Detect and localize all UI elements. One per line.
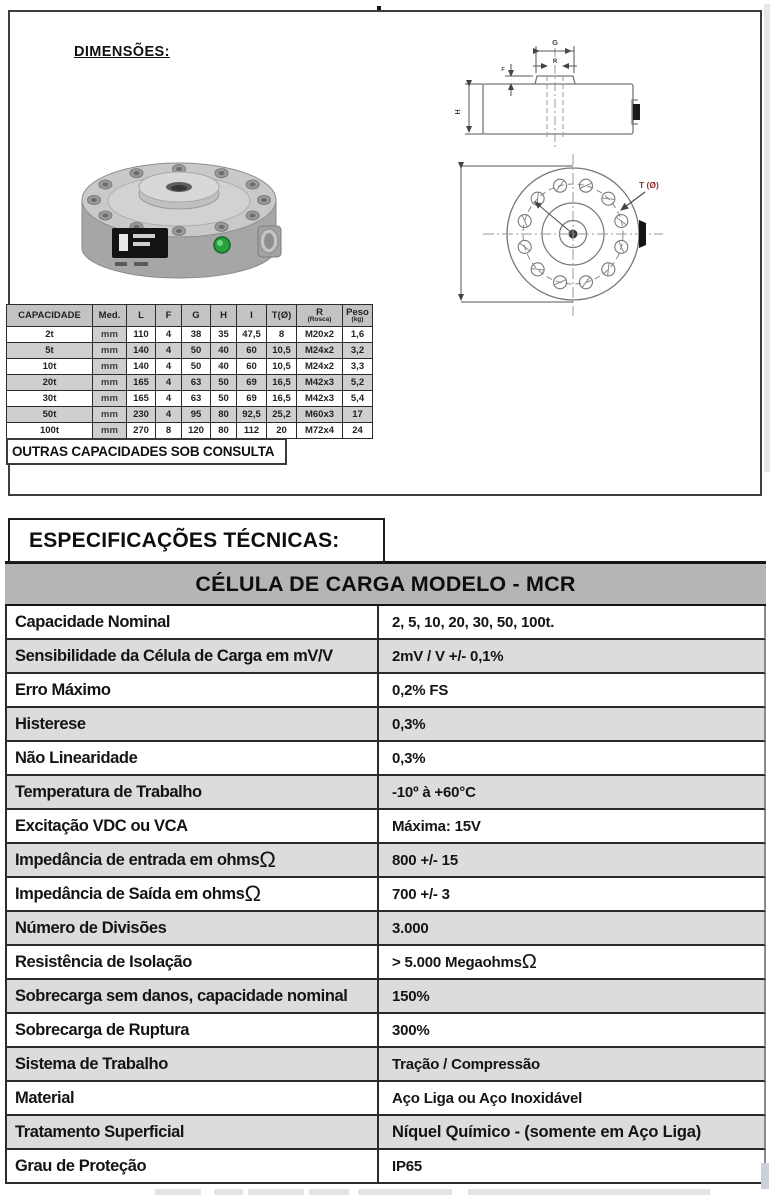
spec-value: 800 +/- 15 — [392, 851, 458, 869]
spec-label: Sobrecarga de Ruptura — [7, 1014, 379, 1046]
capacity-col-header: L — [127, 305, 156, 327]
capacity-cell: 47,5 — [237, 327, 267, 343]
spec-row — [5, 810, 766, 844]
capacity-cell: 16,5 — [267, 375, 297, 391]
spec-row — [5, 1082, 766, 1116]
load-cell-photo — [72, 148, 294, 294]
capacity-cell: 8 — [267, 327, 297, 343]
spec-value: 0,3% — [392, 749, 426, 767]
capacity-col-header: R (Rosca) — [297, 305, 343, 327]
capacity-cell: 63 — [182, 375, 211, 391]
capacity-row — [7, 343, 373, 359]
spec-row — [5, 776, 766, 810]
bottom-right-mark — [761, 1163, 769, 1189]
cutoff-segment — [214, 1189, 243, 1195]
spec-value: > 5.000 Megaohms Ω — [392, 951, 537, 973]
spec-label: Resistência de Isolação — [7, 946, 379, 978]
capacity-cell: 50t — [7, 407, 93, 423]
side-view-drawing — [445, 16, 685, 158]
capacity-cell: 40 — [211, 343, 237, 359]
capacity-cell: 10,5 — [267, 343, 297, 359]
capacity-row — [7, 327, 373, 343]
spec-row — [5, 1116, 766, 1150]
cutoff-segment — [155, 1189, 201, 1195]
capacity-table — [6, 304, 373, 439]
capacity-cell: 165 — [127, 391, 156, 407]
spec-label: Número de Divisões — [7, 912, 379, 944]
spec-label: Capacidade Nominal — [7, 606, 379, 638]
capacity-col-header: Med. — [93, 305, 127, 327]
spec-row — [5, 606, 766, 640]
capacity-cell: 60 — [237, 359, 267, 375]
spec-label: Sobrecarga sem danos, capacidade nominal — [7, 980, 379, 1012]
capacity-cell: mm — [93, 407, 127, 423]
capacity-cell: 165 — [127, 375, 156, 391]
capacity-col-header: T(Ø) — [267, 305, 297, 327]
capacity-cell: mm — [93, 343, 127, 359]
capacity-cell: 8 — [156, 423, 182, 439]
capacity-cell: 3,3 — [343, 359, 373, 375]
capacity-col-header: H — [211, 305, 237, 327]
capacity-cell: M24x2 — [297, 343, 343, 359]
capacity-cell: mm — [93, 327, 127, 343]
spec-value: 3.000 — [392, 919, 429, 937]
capacity-cell: 4 — [156, 375, 182, 391]
capacity-cell: 50 — [182, 359, 211, 375]
spec-row — [5, 844, 766, 878]
capacity-cell: 270 — [127, 423, 156, 439]
spec-value: Aço Liga ou Aço Inoxidável — [392, 1089, 583, 1107]
capacity-col-header: Peso (kg) — [343, 305, 373, 327]
spec-label: Não Linearidade — [7, 742, 379, 774]
spec-row — [5, 640, 766, 674]
cutoff-segment — [248, 1189, 304, 1195]
dimensions-title: DIMENSÕES: — [74, 44, 170, 60]
capacity-cell: 2t — [7, 327, 93, 343]
cutoff-segment — [309, 1189, 349, 1195]
spec-value: 300% — [392, 1021, 430, 1039]
spec-row — [5, 980, 766, 1014]
other-capacities-note: OUTRAS CAPACIDADES SOB CONSULTA — [6, 438, 287, 465]
capacity-cell: 112 — [237, 423, 267, 439]
capacity-cell: mm — [93, 423, 127, 439]
capacity-cell: 5,4 — [343, 391, 373, 407]
spec-value: -10º à +60°C — [392, 783, 476, 801]
capacity-table-header — [7, 305, 373, 327]
spec-label: Grau de Proteção — [7, 1150, 379, 1182]
capacity-cell: 50 — [211, 375, 237, 391]
capacity-col-header: F — [156, 305, 182, 327]
spec-label: Impedância de entrada em ohms Ω — [7, 844, 379, 876]
spec-value: Tração / Compressão — [392, 1055, 540, 1073]
spec-value: Máxima: 15V — [392, 817, 481, 835]
spec-value: 2mV / V +/- 0,1% — [392, 647, 504, 665]
specifications-title: ESPECIFICAÇÕES TÉCNICAS: — [8, 518, 385, 563]
top-view-drawing — [435, 146, 701, 324]
capacity-cell: 25,2 — [267, 407, 297, 423]
spec-value: 0,2% FS — [392, 681, 449, 699]
spec-row — [5, 1150, 766, 1184]
spec-row — [5, 742, 766, 776]
corner-dot — [377, 6, 381, 10]
capacity-cell: M60x3 — [297, 407, 343, 423]
capacity-row — [7, 391, 373, 407]
capacity-cell: 3,2 — [343, 343, 373, 359]
capacity-cell: M20x2 — [297, 327, 343, 343]
spec-label: Sensibilidade da Célula de Carga em mV/V — [7, 640, 379, 672]
spec-row — [5, 1048, 766, 1082]
spec-label: Material — [7, 1082, 379, 1114]
capacity-cell: 69 — [237, 375, 267, 391]
dim-label-h: H — [455, 109, 462, 115]
capacity-cell: 230 — [127, 407, 156, 423]
spec-value: Níquel Químico - (somente em Aço Liga) — [392, 1122, 701, 1141]
spec-label: Histerese — [7, 708, 379, 740]
capacity-row — [7, 407, 373, 423]
spec-label: Tratamento Superficial — [7, 1116, 379, 1148]
capacity-cell: mm — [93, 359, 127, 375]
capacity-cell: 100t — [7, 423, 93, 439]
capacity-col-header: CAPACIDADE — [7, 305, 93, 327]
capacity-cell: M42x3 — [297, 375, 343, 391]
spec-row — [5, 946, 766, 980]
capacity-cell: M42x3 — [297, 391, 343, 407]
capacity-cell: 140 — [127, 359, 156, 375]
capacity-cell: 40 — [211, 359, 237, 375]
capacity-cell: 35 — [211, 327, 237, 343]
capacity-cell: 120 — [182, 423, 211, 439]
capacity-col-header: G — [182, 305, 211, 327]
spec-row — [5, 674, 766, 708]
capacity-row — [7, 375, 373, 391]
capacity-cell: 92,5 — [237, 407, 267, 423]
spec-value: IP65 — [392, 1157, 423, 1175]
capacity-cell: 38 — [182, 327, 211, 343]
capacity-cell: 80 — [211, 407, 237, 423]
capacity-cell: 10,5 — [267, 359, 297, 375]
capacity-cell: 110 — [127, 327, 156, 343]
capacity-cell: 4 — [156, 327, 182, 343]
capacity-cell: 17 — [343, 407, 373, 423]
capacity-cell: 4 — [156, 391, 182, 407]
capacity-cell: 50 — [211, 391, 237, 407]
capacity-row — [7, 359, 373, 375]
spec-label: Erro Máximo — [7, 674, 379, 706]
hole-diameter-label: T (Ø) — [639, 180, 659, 190]
spec-label: Temperatura de Trabalho — [7, 776, 379, 808]
capacity-cell: 69 — [237, 391, 267, 407]
capacity-cell: 95 — [182, 407, 211, 423]
page-edge-strip — [764, 4, 770, 472]
capacity-cell: 60 — [237, 343, 267, 359]
capacity-col-header: I — [237, 305, 267, 327]
capacity-cell: 1,6 — [343, 327, 373, 343]
capacity-cell: 50 — [182, 343, 211, 359]
spec-label: Sistema de Trabalho — [7, 1048, 379, 1080]
capacity-cell: M24x2 — [297, 359, 343, 375]
capacity-cell: 20 — [267, 423, 297, 439]
dim-label-f: F — [501, 67, 505, 73]
capacity-cell: 20t — [7, 375, 93, 391]
capacity-row — [7, 423, 373, 439]
spec-table — [5, 606, 766, 1184]
capacity-cell: M72x4 — [297, 423, 343, 439]
capacity-cell: 63 — [182, 391, 211, 407]
capacity-cell: mm — [93, 391, 127, 407]
dim-label-g: G — [552, 38, 558, 47]
spec-label: Excitação VDC ou VCA — [7, 810, 379, 842]
capacity-cell: 10t — [7, 359, 93, 375]
spec-row — [5, 1014, 766, 1048]
dim-label-r: R — [552, 59, 558, 65]
spec-value: 150% — [392, 987, 430, 1005]
capacity-cell: 4 — [156, 343, 182, 359]
capacity-cell: mm — [93, 375, 127, 391]
cutoff-segment — [468, 1189, 710, 1195]
model-header-bar: CÉLULA DE CARGA MODELO - MCR — [5, 561, 766, 606]
capacity-cell: 5t — [7, 343, 93, 359]
capacity-cell: 140 — [127, 343, 156, 359]
capacity-cell: 80 — [211, 423, 237, 439]
capacity-cell: 24 — [343, 423, 373, 439]
capacity-cell: 16,5 — [267, 391, 297, 407]
spec-value: 2, 5, 10, 20, 30, 50, 100t. — [392, 613, 555, 631]
spec-value: 0,3% — [392, 715, 426, 733]
capacity-cell: 4 — [156, 359, 182, 375]
spec-row — [5, 878, 766, 912]
spec-value: 700 +/- 3 — [392, 885, 450, 903]
capacity-cell: 4 — [156, 407, 182, 423]
capacity-cell: 5,2 — [343, 375, 373, 391]
spec-row — [5, 708, 766, 742]
spec-label: Impedância de Saída em ohms Ω — [7, 878, 379, 910]
cutoff-segment — [358, 1189, 452, 1195]
spec-row — [5, 912, 766, 946]
capacity-cell: 30t — [7, 391, 93, 407]
